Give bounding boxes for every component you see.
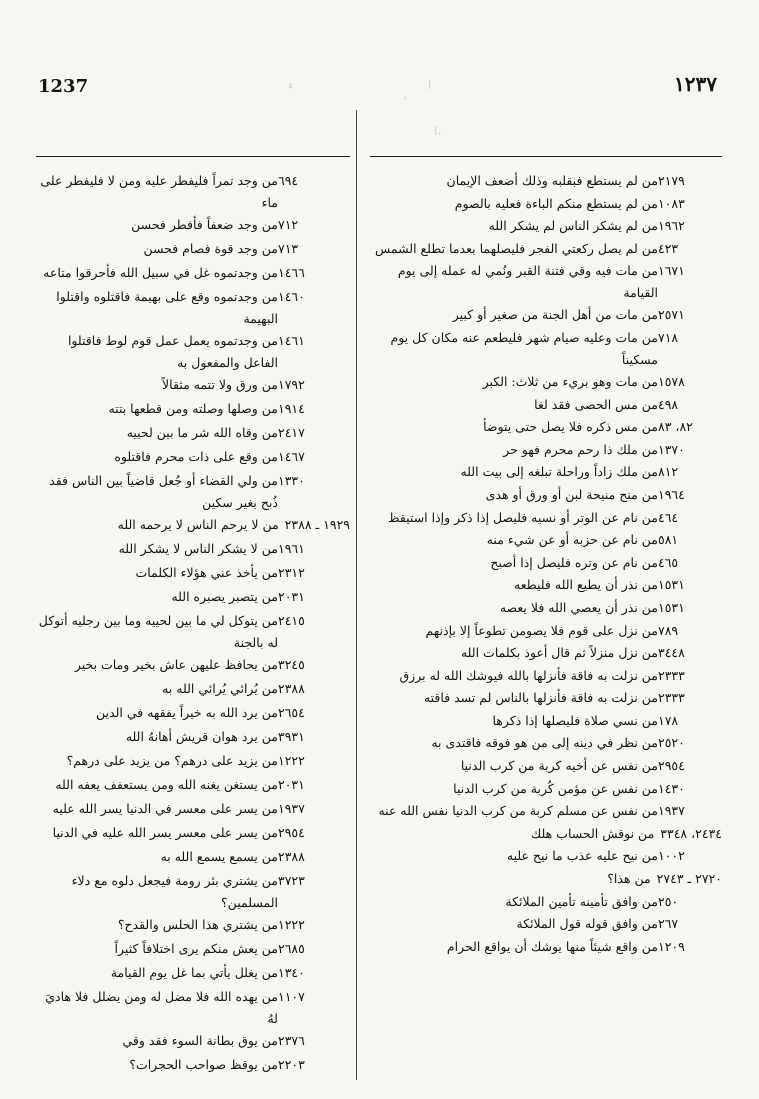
- index-entry: [36, 678, 350, 702]
- index-entry: [36, 398, 350, 422]
- index-entry: [370, 913, 722, 936]
- index-entry-text: من يسر على معسر في الدنيا يسر الله عليه: [52, 801, 278, 816]
- index-entry-ref: ٤٩٨: [658, 396, 679, 412]
- index-entry-text: من نزل منزلاً ثم قال أعوذ بكلمات الله: [460, 645, 658, 661]
- page-number-arabic: ١٢٣٧: [674, 72, 717, 96]
- index-entry-text: من يعش منكم يرى اختلافاً كثيراً: [114, 941, 278, 956]
- index-entry-ref: ٤٦٤: [658, 509, 679, 525]
- index-entry-text: من يسمع يسمع الله به: [160, 849, 278, 864]
- index-entry-ref: ٦٩٤: [278, 173, 299, 188]
- index-entry: [36, 750, 350, 774]
- index-entry: [370, 642, 722, 665]
- index-entry-ref: ٢٤٣٤، ٣٣٤٨: [660, 825, 722, 841]
- index-entry-text: من وجد تمراً فليفطر عليه ومن لا فليفطر على ماء: [40, 173, 278, 210]
- index-entry-text: من نفس عن مؤمن كُربة من كرب الدنيا: [453, 780, 658, 796]
- index-entry-ref: ٧١٣: [278, 241, 299, 256]
- index-entry-ref: ٨١٢: [658, 464, 679, 480]
- index-entry-ref: ١٢٠٩: [658, 938, 685, 954]
- index-entry: [36, 170, 350, 214]
- index-entry-text: من ولي القضاء أو جُعل قاضياً بين الناس فقد ذُبح بغير سكين: [49, 473, 278, 510]
- index-entry: [36, 514, 350, 538]
- index-entry-text: من نام عن الوتر أو نسيه فليصل إذا ذكر وإذا استيقظ: [387, 509, 658, 525]
- index-entry: [370, 215, 722, 238]
- index-entry: [36, 914, 350, 938]
- index-entry-ref: ١٤٦٧: [278, 449, 305, 464]
- index-entry-text: من يأخذ عني هؤلاء الكلمات: [135, 565, 278, 580]
- index-entry-text: من وصلها وصلته ومن قطعها بتته: [108, 401, 278, 416]
- index-entry-ref: ١٤٦٦: [278, 265, 305, 280]
- index-entry: [370, 193, 722, 216]
- index-entry: [370, 238, 722, 261]
- index-entry: [370, 823, 722, 846]
- index-entry: [36, 1054, 350, 1078]
- index-entry-text: من نزلت به فاقة فأنزلها بالله فيوشك الله له برزق: [399, 667, 658, 683]
- index-entry-text: من يشتري هذا الحلس والقدح؟: [117, 917, 278, 932]
- index-entry-ref: ١٩٦١: [278, 541, 305, 556]
- index-entry-text: من وجد قوة فصام فحسن: [143, 241, 278, 256]
- index-entry-ref: ١٩٦٢: [658, 218, 685, 234]
- index-entry-ref: ١٥٣١: [658, 577, 685, 593]
- index-entry: [36, 562, 350, 586]
- index-entry: [36, 330, 350, 374]
- index-entry-text: من نام عن حزبه أو عن شيء منه: [486, 532, 658, 548]
- index-entry-ref: ٢٩٥٤: [278, 825, 305, 840]
- index-entry-ref: ٢٤١٧: [278, 425, 305, 440]
- index-entry-text: من يزيد على درهم؟ من يزيد على درهم؟: [66, 753, 278, 768]
- index-entry: [36, 422, 350, 446]
- index-entry-line: [36, 514, 350, 536]
- index-entry-ref: ١٤٦٠: [278, 289, 305, 304]
- index-entry-ref: ٢٣٨٨: [278, 849, 305, 864]
- index-entry-text: من نسي صلاة فليصلها إذا ذكرها: [492, 712, 658, 728]
- index-entry-text: من وجدتموه وقع على بهيمة فاقتلوه واقتلوا البهيمة: [56, 289, 278, 326]
- index-entry: [36, 262, 350, 286]
- index-entry: [36, 286, 350, 330]
- index-entry-text: من يحافظ عليهن عاش بخير ومات بخير: [74, 657, 278, 672]
- index-entry-ref: ٢٣٣٣: [658, 667, 685, 683]
- index-entry-text: من مات وعليه صيام شهر فليطعم عنه مكان كل يوم مسكيناً: [390, 329, 658, 367]
- index-entry-ref: ٤٦٥: [658, 554, 679, 570]
- index-entry-text: من نيح عليه عذب ما نيح عليه: [506, 848, 658, 864]
- index-entry-ref: ١٩٢٩ ـ ٢٣٨٨: [284, 517, 350, 532]
- bleed-through-mark: ء: [288, 78, 294, 92]
- index-entry-text: من يتصبر يصبره الله: [171, 589, 278, 604]
- index-entry-text: من يتوكل لي ما بين لحييه وما بين رجليه أتوكل له بالجنة: [38, 613, 278, 650]
- page-number-latin: 1237: [38, 76, 89, 97]
- index-entry-ref: ٢٠٣١: [278, 589, 305, 604]
- index-entry-ref: ٧١٢: [278, 217, 299, 232]
- index-entry: [36, 538, 350, 562]
- index-entry-ref: ٣٧٢٣: [278, 873, 305, 888]
- index-entry-line: [370, 868, 722, 890]
- index-entry-ref: ٥٨١: [658, 532, 679, 548]
- bleed-through-mark: ا: [428, 78, 432, 92]
- index-entry-ref: ٢٣٨٨: [278, 681, 305, 696]
- index-entry-text: من لم يصل ركعتي الفجر فليصلهما بعدما تطلع الشمس: [374, 240, 658, 256]
- index-entry-ref: ١٣٣٠: [278, 473, 305, 488]
- index-entry: [370, 868, 722, 891]
- index-entry-text: من مس الحصى فقد لغا: [534, 396, 658, 412]
- index-entry-ref: ٢٥٢٠: [658, 735, 685, 751]
- left-column: [36, 170, 350, 1078]
- index-entry-text: من نذر أن يطيع الله فليطعه: [514, 577, 658, 593]
- index-entry: [370, 170, 722, 193]
- top-rule-right: [370, 156, 722, 157]
- index-entry: [370, 778, 722, 801]
- index-entry-text: من يهده الله فلا مضل له ومن يضلل فلا هاديَ لهُ: [45, 989, 278, 1026]
- index-entry: [370, 304, 722, 327]
- bleed-through-mark: ا،: [434, 124, 442, 138]
- index-entry-text: من يشتري بئر رومة فيجعل دلوه مع دلاء المسلمين؟: [71, 873, 278, 910]
- index-entry: [36, 586, 350, 610]
- index-entry: [36, 822, 350, 846]
- index-entry: [370, 800, 722, 823]
- index-entry-ref: ١٧٨: [658, 712, 679, 728]
- index-entry-ref: ٢٤١٥: [278, 613, 305, 628]
- index-entry-text: من يُرائي يُرائي الله به: [162, 681, 278, 696]
- index-entry-ref: ٧٨٩: [658, 622, 679, 638]
- index-entry-text: من لا يرحم الناس لا يرحمه الله: [117, 517, 279, 532]
- index-entry: [36, 238, 350, 262]
- index-entry-text: من وقع على ذات محرم فاقتلوه: [114, 449, 278, 464]
- index-entry-text: من لم يشكر الناس لم يشكر الله: [488, 218, 658, 234]
- index-entry: [370, 507, 722, 530]
- index-entry-ref: ٣٩٣١: [278, 729, 305, 744]
- index-entry-text: من وجد ضعفاً فأفطر فحسن: [131, 217, 278, 232]
- index-entry-ref: ١٩١٤: [278, 401, 305, 416]
- index-entry: [36, 846, 350, 870]
- index-entry-ref: ٢١٧٩: [658, 173, 685, 188]
- index-entry-ref: ١٢٢٢: [278, 753, 305, 768]
- index-entry-text: من وقاه الله شر ما بين لحييه: [126, 425, 278, 440]
- index-entry: [36, 798, 350, 822]
- index-entry-text: من مات وهو بريء من ثلاث: الكبر: [482, 373, 658, 389]
- index-entry-text: من لم يستطع فبقلبه وذلك أضعف الإيمان: [446, 173, 658, 188]
- index-entry-ref: ١٢٢٢: [278, 917, 305, 932]
- index-entry-text: من يسر على معسر يسر الله عليه في الدنيا: [52, 825, 278, 840]
- index-entry: [36, 374, 350, 398]
- index-entry-text: من هذا؟: [607, 871, 651, 887]
- index-entry-ref: ٢٣١٢: [278, 565, 305, 580]
- index-entry-ref: ١٥٣١: [658, 599, 685, 615]
- index-entry: [36, 654, 350, 678]
- index-entry: [370, 371, 722, 394]
- right-column: [370, 170, 722, 958]
- index-entry-text: من مات من أهل الجنة من صغير أو كبير: [452, 307, 658, 323]
- index-entry: [36, 470, 350, 514]
- index-entry-text: من نظر في دينه إلى من هو فوقه فاقتدى به: [431, 735, 658, 751]
- index-entry-ref: ٧١٨: [658, 329, 679, 345]
- index-entry: [36, 1030, 350, 1054]
- index-entry-text: من ملك ذا رحم محرم فهو حر: [503, 441, 658, 457]
- index-entry-ref: ٢٦٧: [658, 916, 679, 932]
- index-entry-ref: ١٣٤٠: [278, 965, 305, 980]
- index-entry-ref: ١٤٦١: [278, 333, 305, 348]
- index-entry-text: من لا يشكر الناس لا يشكر الله: [118, 541, 278, 556]
- index-entry-ref: ١٧٩٢: [278, 377, 305, 392]
- index-entry-ref: ٢٥٠: [658, 893, 679, 909]
- index-entry-text: من وافق قوله قول الملائكة: [516, 916, 658, 932]
- index-entry-ref: ٣٢٤٥: [278, 657, 305, 672]
- index-entry-ref: ١٤٣٠: [658, 780, 685, 796]
- index-entry-text: من يستغن يغنه الله ومن يستعفف يعفه الله: [55, 777, 278, 792]
- index-entry: [370, 394, 722, 417]
- index-entry-text: من يغلل يأتي بما غل يوم القيامة: [110, 965, 278, 980]
- index-entry-text: من يوقظ صواحب الحجرات؟: [129, 1057, 278, 1072]
- index-entry: [36, 870, 350, 914]
- index-entry: [36, 962, 350, 986]
- index-entry-ref: ١٦٧١: [658, 263, 685, 279]
- index-entry: [370, 416, 722, 439]
- index-entry-ref: ١٩٦٤: [658, 486, 685, 502]
- index-entry: [370, 936, 722, 959]
- index-entry-text: من ورق ولا تتمه مثقالاً: [162, 377, 278, 392]
- index-entry: [36, 774, 350, 798]
- index-entry-ref: ٢٦٥٤: [278, 705, 305, 720]
- column-divider: [356, 110, 357, 1080]
- index-entry: [370, 529, 722, 552]
- index-entry-text: من واقع شيئاً منها يوشك أن يواقع الحرام: [446, 938, 658, 954]
- index-entry: [370, 755, 722, 778]
- index-entry: [370, 461, 722, 484]
- index-entry-text: من نام عن وتره فليصل إذا أصبح: [490, 554, 658, 570]
- index-entry-ref: ٨٢، ٨٣: [658, 419, 693, 435]
- index-entry-ref: ١٠٨٣: [658, 195, 685, 211]
- index-entry-text: من نفس عن أخيه كربة من كرب الدنيا: [460, 758, 658, 774]
- top-rule-left: [36, 156, 350, 157]
- index-entry: [36, 446, 350, 470]
- index-entry-text: من لم يستطع منكم الباءة فعليه بالصوم: [454, 195, 658, 211]
- index-entry-ref: ١٥٧٨: [658, 373, 685, 389]
- index-entry-ref: ٢٠٣١: [278, 777, 305, 792]
- index-entry-line: [370, 823, 722, 845]
- index-entry-text: من وافق تأمينه تأمين الملائكة: [505, 893, 658, 909]
- index-entry-text: من مس ذكره فلا يصل حتى يتوضأ: [483, 419, 658, 435]
- index-entry-text: من مات فيه وقي فتنة القبر ونُمي له عمله إلى يوم القيامة: [397, 263, 658, 301]
- index-entry-text: من نذر أن يعصي الله فلا يعصه: [499, 599, 658, 615]
- index-entry: [370, 260, 722, 304]
- index-entry-text: من يوق بطانة السوء فقد وقي: [122, 1033, 278, 1048]
- index-entry-ref: ٤٢٣: [658, 240, 679, 256]
- index-entry-ref: ٢٩٥٤: [658, 758, 685, 774]
- index-entry-text: من نفس عن مسلم كربة من كرب الدنيا نفس الله عنه: [378, 803, 658, 819]
- index-entry: [370, 687, 722, 710]
- index-entry-text: من يرد هوان قريش أهانهُ الله: [125, 729, 278, 744]
- index-entry: [370, 484, 722, 507]
- index-entry-text: من يرد الله به خيراً يفقهه في الدين: [96, 705, 278, 720]
- index-entry: [370, 620, 722, 643]
- index-entry: [370, 732, 722, 755]
- index-entry-ref: ٣٤٤٨: [658, 645, 685, 661]
- index-entry: [370, 574, 722, 597]
- index-entry-text: من منح منيحة لبن أو ورق أو هدى: [485, 486, 658, 502]
- index-entry: [370, 597, 722, 620]
- index-entry-ref: ١٠٠٢: [658, 848, 685, 864]
- index-entry-ref: ٢٢٠٣: [278, 1057, 305, 1072]
- index-entry: [370, 439, 722, 462]
- index-entry-ref: ٢٦٨٥: [278, 941, 305, 956]
- index-entry-text: من نوقش الحساب هلك: [530, 825, 655, 841]
- index-entry-text: من ملك زاداً وراحلة تبلغه إلى بيت الله: [460, 464, 658, 480]
- index-entry-text: من نزل على قوم فلا يصومن تطوعاً إلا بإذنهم: [425, 622, 658, 638]
- index-entry-text: من نزلت به فاقة فأنزلها بالناس لم تسد فاقته: [423, 690, 658, 706]
- index-entry: [370, 891, 722, 914]
- index-entry: [36, 702, 350, 726]
- index-entry: [370, 845, 722, 868]
- index-entry: [370, 665, 722, 688]
- index-entry-ref: ٢٧٢٠ ـ ٢٧٤٣: [656, 871, 722, 887]
- index-entry: [370, 327, 722, 371]
- index-entry-text: من وجدتموه غل في سبيل الله فأحرقوا متاعه: [43, 265, 278, 280]
- index-entry-ref: ٢٣٧٦: [278, 1033, 305, 1048]
- index-entry-ref: ١٩٣٧: [278, 801, 305, 816]
- index-entry-ref: ١٩٣٧: [658, 803, 685, 819]
- index-entry: [36, 986, 350, 1030]
- index-entry: [370, 552, 722, 575]
- index-entry-ref: ١١٠٧: [278, 989, 305, 1004]
- index-entry: [36, 938, 350, 962]
- index-entry-ref: ١٣٧٠: [658, 441, 685, 457]
- index-entry-text: من وجدتموه يعمل عمل قوم لوط فاقتلوا الفاعل والمفعول به: [67, 333, 278, 370]
- index-entry: [36, 726, 350, 750]
- index-entry: [36, 214, 350, 238]
- index-entry: [36, 610, 350, 654]
- index-entry-ref: ٢٣٣٣: [658, 690, 685, 706]
- index-entry-ref: ٢٥٧١: [658, 307, 685, 323]
- index-entry: [370, 710, 722, 733]
